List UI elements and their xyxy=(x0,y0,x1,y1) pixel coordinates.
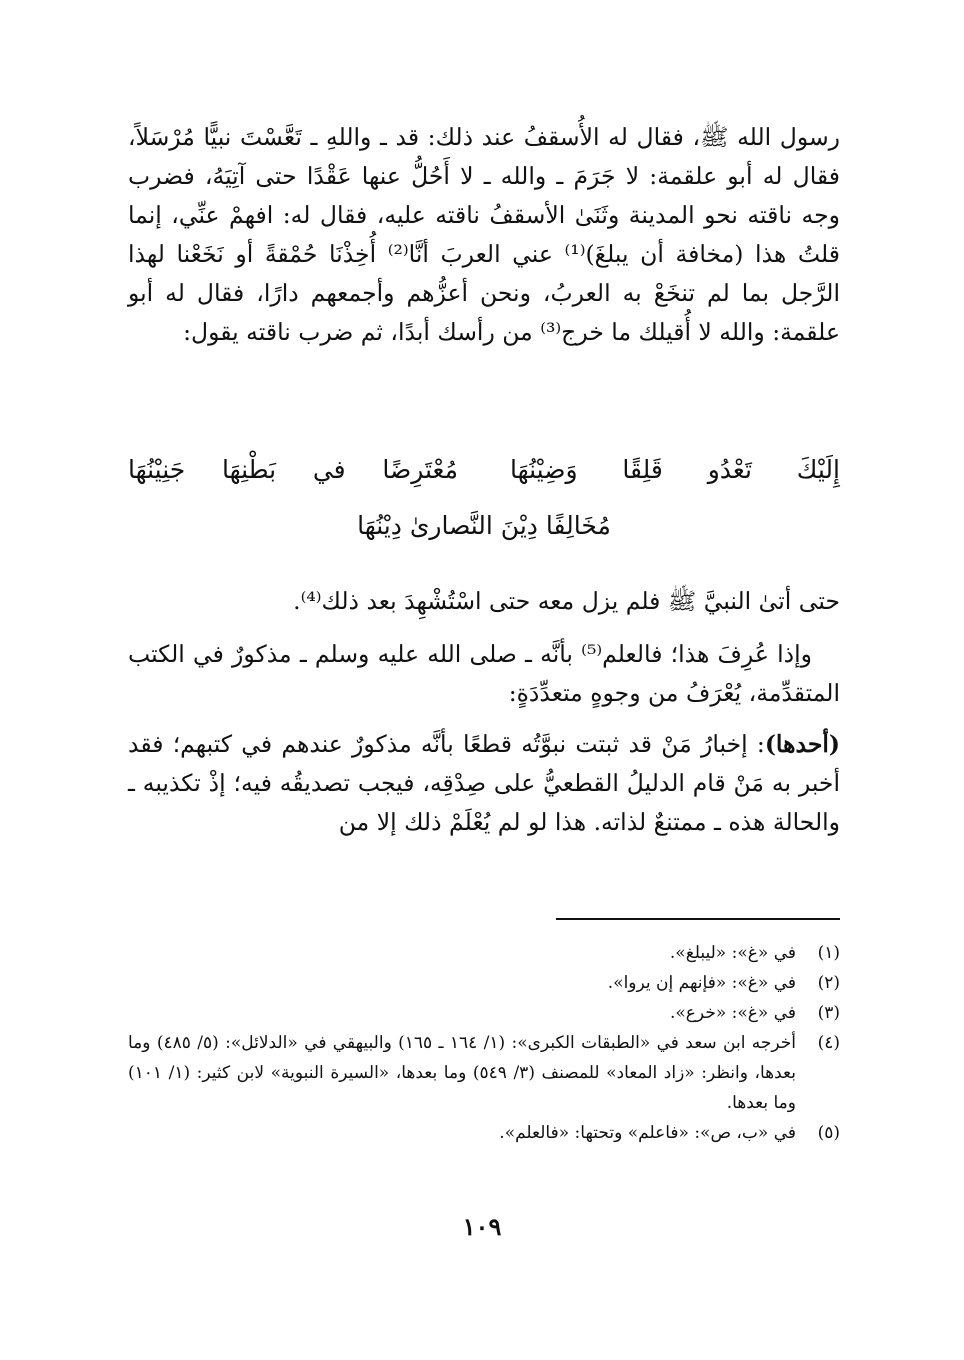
verse-hemistich-left: مُعْتَرِضًا في بَطْنِهَا جَنِيْنُهَا xyxy=(128,455,458,484)
main-text xyxy=(128,118,840,352)
footnote-text: أخرجه ابن سعد في «الطبقات الكبرى»: (١/ ١٦٤ ـ ١٦٥) والبيهقي في «الدلائل»: (٥/ ٤٨٥) وما بعدها، وانظر: «زاد المعاد» للمصنف (٣/ ٥٤٩) وما بعدها، «السيرة النبوية» لابن كثير: (١/ ١٠١) وما بعدها. xyxy=(128,1033,797,1113)
footnote-separator xyxy=(556,918,840,920)
paragraph-1: رسول الله ﷺ، فقال له الأُسقفُ عند ذلك: قد ـ واللهِ ـ تَعَّسْتَ نبيًّا مُرْسَلاً، فقال له أبو علقمة: لا جَرَمَ ـ والله ـ لا أَحُلُّ عنها عَقْدًا حتى آتِيَهُ، فضرب وجه ناقته نحو المدينة وثَنَىٰ الأسقفُ ناقته عليه، فقال له: افهمْ عنِّي، إنما قلتُ هذا (مخافة أن يبلغَ)⁽¹⁾ عني العربَ أنَّا⁽²⁾ أُخِذْنَا حُمْقةً أو نَخَعْنا لهذا الرَّجل بما لم تنخَعْ به العربُ، ونحن أعزُّهم وأجمعهم دارًا، فقال له أبو علقمة: والله لا أُقيلك ما خرج⁽³⁾ من رأسك أبدًا، ثم ضرب ناقته يقول: xyxy=(128,123,840,346)
footnote-text: في «غ»: «ليبلغ». xyxy=(669,943,796,963)
page-number: ١٠٩ xyxy=(462,1212,502,1241)
after-verse-line: حتى أتىٰ النبيَّ ﷺ فلم يزل معه حتى اسْتُشْهِدَ بعد ذلك⁽⁴⁾. xyxy=(293,587,840,615)
footnote-item xyxy=(128,1118,840,1148)
poem-verse xyxy=(128,450,840,546)
footnote-text: في «غ»: «فإنهم إن يروا». xyxy=(607,973,796,993)
footnote-number: (٢) xyxy=(817,973,840,993)
footnote-item xyxy=(128,998,840,1028)
verse-line-2: مُخَالِفًا دِيْنَ النَّصارىٰ دِيْنُهَا xyxy=(357,511,611,540)
verse-hemistich-right: إِلَيْكَ تَعْدُو قَلِقًا وَضِيْنُهَا xyxy=(510,455,840,484)
footnote-number: (١) xyxy=(817,943,840,963)
footnote-number: (٥) xyxy=(817,1123,840,1143)
footnote-item xyxy=(128,968,840,998)
paragraph-3 xyxy=(128,725,840,842)
footnote-item xyxy=(128,1028,840,1118)
paragraph-3-lead: (أحدها) xyxy=(764,730,840,758)
footnote-text: في «ب، ص»: «فاعلم» وتحتها: «فالعلم». xyxy=(499,1123,796,1143)
paragraph-3-text: : إخبارُ مَنْ قد ثبتت نبوَّتُه قطعًا بأنَّه مذكورٌ عندهم في كتبهم؛ فقد أخبر به مَنْ قام الدليلُ القطعيُّ على صِدْقِه، فيجب تصديقُه فيه؛ إذْ تكذيبه ـ والحالة هذه ـ ممتنعٌ لذاته. هذا لو لم يُعْلَمْ ذلك إلا من xyxy=(128,730,840,836)
after-verse-block xyxy=(128,582,840,842)
footnote-number: (٤) xyxy=(817,1033,840,1053)
paragraph-2: وإذا عُرِفَ هذا؛ فالعلم⁽⁵⁾ بأنَّه ـ صلى الله عليه وسلم ـ مذكورٌ في الكتب المتقدِّمة، يُعْرَفُ من وجوهٍ متعدِّدَةٍ: xyxy=(128,640,840,707)
footnotes xyxy=(128,938,840,1148)
footnote-item xyxy=(128,938,840,968)
footnote-number: (٣) xyxy=(817,1003,840,1023)
footnote-text: في «غ»: «خرع». xyxy=(669,1003,796,1023)
verse-line-1 xyxy=(128,450,840,490)
